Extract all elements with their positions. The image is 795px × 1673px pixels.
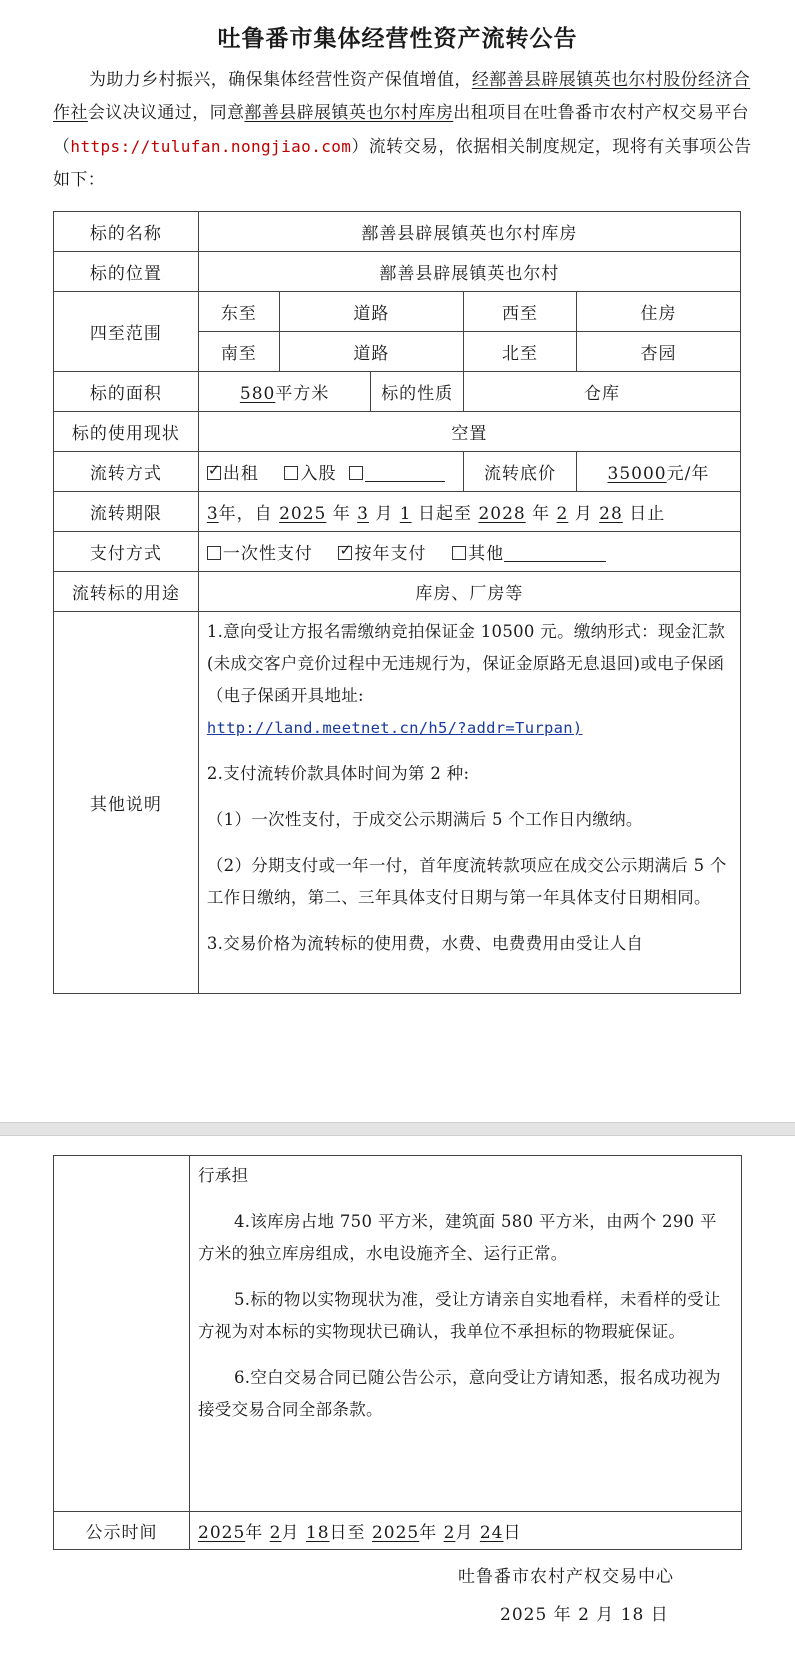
mode-opt-share: 入股: [300, 464, 337, 484]
term-text: 日止: [629, 504, 666, 524]
intro-part2: 会议决议通过，同意: [87, 103, 245, 123]
row-notes: [54, 612, 741, 994]
notice-text: 月: [455, 1523, 474, 1543]
note-1: [207, 616, 732, 744]
boundary-label: 四至范围: [54, 292, 199, 372]
nature-value: 仓库: [464, 372, 741, 412]
notice-text: 日: [503, 1523, 522, 1543]
term-years: 3: [206, 504, 219, 524]
platform-url-link[interactable]: https://tulufan.nongjiao.com: [70, 137, 352, 156]
intro-asset: 鄯善县辟展镇英也尔村库房: [244, 103, 454, 123]
location-value: 鄯善县辟展镇英也尔村: [198, 252, 740, 292]
intro-org: 经鄯善县辟展镇英也尔村股份经济合作社: [53, 70, 751, 123]
east-value: 道路: [279, 292, 463, 332]
north-label: 北至: [464, 332, 577, 372]
pay-opt-other: 其他: [468, 544, 505, 564]
term-text: 年: [532, 504, 551, 524]
area-unit: 平方米: [275, 384, 330, 404]
row-term: [54, 492, 741, 532]
notice-text: 年: [419, 1523, 438, 1543]
use-label: 流转标的用途: [54, 572, 199, 612]
price-label: 流转底价: [464, 452, 577, 492]
row-mode: [54, 452, 741, 492]
term-end-year: 2028: [478, 504, 526, 524]
name-value: 鄯善县辟展镇英也尔村库房: [198, 212, 740, 252]
term-start-day: 1: [399, 504, 412, 524]
term-text: 年，自: [218, 504, 273, 524]
note-3-continued: 行承担: [198, 1166, 249, 1185]
asset-info-table: [53, 211, 741, 994]
status-value: 空置: [198, 412, 740, 452]
south-value: 道路: [279, 332, 463, 372]
west-label: 西至: [464, 292, 577, 332]
price-number: 35000: [607, 464, 667, 484]
row-payment: [54, 532, 741, 572]
intro-part1: 为助力乡村振兴，确保集体经营性资产保值增值，: [89, 70, 472, 90]
row-location: [54, 252, 741, 292]
signer-name: 吐鲁番市农村产权交易中心: [458, 1567, 674, 1587]
note-2b: （2）分期支付或一年一付，首年度流转款项应在成交公示期满后 5 个工作日缴纳，第二、三年具体支付日期与第一年具体支付日期相同。: [206, 856, 727, 907]
sign-date: 2025 年 2 月 18 日: [500, 1605, 669, 1625]
pay-options: [198, 532, 740, 572]
row-boundary-1: [54, 292, 741, 332]
note-2: 2.支付流转价款具体时间为第 2 种:: [206, 764, 470, 783]
term-text: 年: [332, 504, 351, 524]
notice-text: 年: [245, 1523, 264, 1543]
term-end-month: 2: [556, 504, 569, 524]
nature-label: 标的性质: [371, 372, 464, 412]
guarantee-url-link[interactable]: http://land.meetnet.cn/h5/?addr=Turpan): [206, 719, 583, 737]
row-notice-time: [54, 1512, 742, 1550]
notice-start-year: 2025: [198, 1523, 246, 1543]
page-separator: [0, 1122, 795, 1136]
mode-opt-rent: 出租: [222, 464, 259, 484]
notice-end-year: 2025: [371, 1523, 420, 1543]
asset-info-table-continued: [53, 1155, 742, 1550]
notice-text: 月: [281, 1523, 300, 1543]
term-text: 日起至: [418, 504, 473, 524]
term-start-year: 2025: [279, 504, 327, 524]
notice-time-value: [190, 1512, 742, 1550]
term-text: 月: [375, 504, 394, 524]
notes-label-continued: [54, 1156, 190, 1512]
note-3: 3.交易价格为流转标的使用费，水费、电费费用由受让人自: [206, 934, 644, 953]
checkbox-rent[interactable]: [207, 466, 221, 480]
notes-content-continued: [190, 1156, 742, 1512]
pay-other-blank[interactable]: [504, 545, 606, 562]
term-start-month: 3: [357, 504, 369, 524]
checkbox-lump-sum[interactable]: [207, 546, 221, 560]
row-name: [54, 212, 741, 252]
note-1-text: 1.意向受让方报名需缴纳竞拍保证金 10500 元。缴纳形式：现金汇款(未成交客户竞价过程中无违规行为，保证金原路无息退回)或电子保函（电子保函开具地址:: [206, 622, 726, 705]
west-value: 住房: [576, 292, 740, 332]
pay-opt-annual: 按年支付: [354, 544, 427, 564]
row-use: [54, 572, 741, 612]
pay-opt-lump-sum: 一次性支付: [222, 544, 313, 564]
note-2a: （1）一次性支付，于成交公示期满后 5 个工作日内缴纳。: [206, 810, 643, 829]
price-unit: 元/年: [666, 464, 710, 484]
checkbox-annual[interactable]: [338, 546, 352, 560]
note-4: 4.该库房占地 750 平方米，建筑面 580 平方米，由两个 290 平方米的独立库房组成，水电设施齐全、运行正常。: [198, 1212, 717, 1263]
east-label: 东至: [198, 292, 279, 332]
row-area: [54, 372, 741, 412]
location-label: 标的位置: [54, 252, 199, 292]
mode-other-blank[interactable]: [365, 465, 445, 482]
pay-label: 支付方式: [54, 532, 199, 572]
use-value: 库房、厂房等: [198, 572, 740, 612]
row-notes-continued: [54, 1156, 742, 1512]
notice-end-month: 2: [443, 1523, 456, 1543]
area-number: 580: [239, 384, 276, 404]
checkbox-pay-other[interactable]: [452, 546, 466, 560]
south-label: 南至: [198, 332, 279, 372]
notice-start-day: 18: [305, 1523, 330, 1543]
status-label: 标的使用现状: [54, 412, 199, 452]
checkbox-share[interactable]: [284, 466, 298, 480]
row-status: [54, 412, 741, 452]
term-end-day: 28: [599, 504, 623, 524]
note-5: 5.标的物以实物现状为准，受让方请亲自实地看样，未看样的受让方视为对本标的实物现状已确认，我单位不承担标的物瑕疵保证。: [198, 1290, 721, 1341]
mode-options: [198, 452, 463, 492]
notes-content: [198, 612, 740, 994]
term-value: [198, 492, 740, 532]
area-value: [198, 372, 371, 412]
intro-part4: ）流转交易，依据相关制度规定，现将有关事项公告如下：: [53, 137, 752, 190]
notice-time-label: 公示时间: [54, 1512, 190, 1550]
intro-part3: 出租项目在吐鲁番市农村产权交易平台（: [53, 103, 750, 157]
document-title: 吐鲁番市集体经营性资产流转公告: [217, 25, 578, 52]
notice-text: 日至: [329, 1523, 366, 1543]
note-6: 6.空白交易合同已随公告公示，意向受让方请知悉，报名成功视为接受交易合同全部条款。: [198, 1368, 721, 1419]
name-label: 标的名称: [54, 212, 199, 252]
mode-label: 流转方式: [54, 452, 199, 492]
notes-label: 其他说明: [54, 612, 199, 994]
north-value: 杏园: [576, 332, 740, 372]
notice-end-day: 24: [479, 1523, 504, 1543]
intro-paragraph: [53, 64, 765, 197]
checkbox-other-mode[interactable]: [349, 466, 363, 480]
term-label: 流转期限: [54, 492, 199, 532]
term-text: 月: [574, 504, 593, 524]
area-label: 标的面积: [54, 372, 199, 412]
price-value: [576, 452, 740, 492]
notice-start-month: 2: [269, 1523, 282, 1543]
